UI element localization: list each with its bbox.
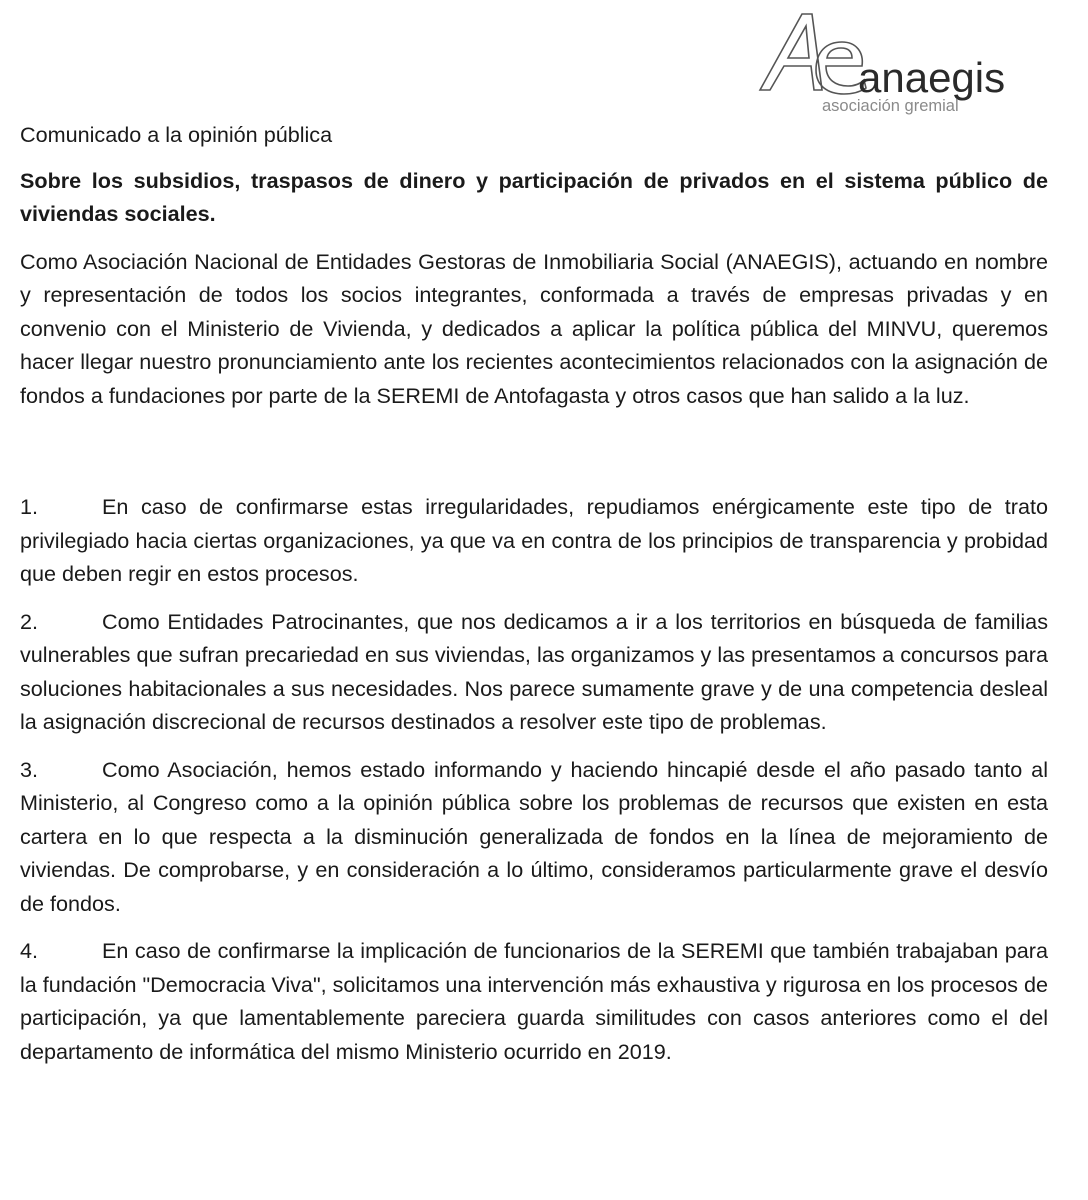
- document-heading: Comunicado a la opinión pública: [20, 122, 333, 147]
- item-number: 2.: [20, 608, 39, 634]
- item-text: Como Asociación, hemos estado informando y haciendo hincapié desde el año pasado tanto al Ministerio, al Congreso como a la opinión pública sobre los problemas de recursos que existen en esta cartera en lo que respecta a la disminución generalizada de fondos en la línea de mejoramiento de viviendas. De comprobarse, y en consideración a lo último, consideramos particularmente grave el desvío de fondos.: [20, 756, 1048, 916]
- numbered-item: [20, 753, 1048, 921]
- numbered-item: [20, 605, 1048, 739]
- numbered-item: [20, 490, 1048, 591]
- document-intro: Como Asociación Nacional de Entidades Gestoras de Inmobiliaria Social (ANAEGIS), actuando en nombre y representación de todos los socios integrantes, conformada a través de empresas privadas y en convenio con el Ministerio de Vivienda, y dedicados a aplicar la política pública del MINVU, queremos hacer llegar nuestro pronunciamiento ante los recientes acontecimientos relacionados con la asignación de fondos a fundaciones por parte de la SEREMI de Antofagasta y otros casos que han salido a la luz.: [20, 248, 1048, 408]
- anaegis-logo-graphic: [756, 8, 1046, 118]
- anaegis-logo: [756, 8, 1046, 118]
- document-subject: Sobre los subsidios, traspasos de dinero y participación de privados en el sistema público de viviendas sociales.: [20, 167, 1048, 226]
- logo-monogram-a: [760, 14, 822, 90]
- document-body: [20, 118, 1048, 1082]
- numbered-item: [20, 934, 1048, 1068]
- item-text: En caso de confirmarse estas irregularidades, repudiamos enérgicamente este tipo de trato privilegiado hacia ciertas organizaciones, ya que va en contra de los principios de transparencia y probidad que deben regir en estos procesos.: [20, 494, 1048, 586]
- logo-brand-text: anaegis: [858, 54, 1006, 101]
- item-number: 3.: [20, 756, 39, 782]
- item-text: Como Entidades Patrocinantes, que nos dedicamos a ir a los territorios en búsqueda de familias vulnerables que sufran precariedad en sus viviendas, las organizamos y las presentamos a concursos para soluciones habitacionales a sus necesidades. Nos parece sumamente grave y de una competencia desleal la asignación discrecional de recursos destinados a resolver este tipo de problemas.: [20, 608, 1048, 734]
- item-number: 4.: [20, 938, 39, 963]
- item-text: En caso de confirmarse la implicación de funcionarios de la SEREMI que también trabajaban para la fundación "Democracia Viva", solicitamos una intervención más exhaustiva y rigurosa en los procesos de participación, ya que lamentablemente pareciera guarda similitudes con casos anteriores como el del departamento de informática del mismo Ministerio ocurrido en 2019.: [20, 938, 1048, 1064]
- logo-tagline-text: asociación gremial: [822, 97, 959, 115]
- paragraph-spacer: [20, 412, 1048, 490]
- item-number: 1.: [20, 494, 39, 519]
